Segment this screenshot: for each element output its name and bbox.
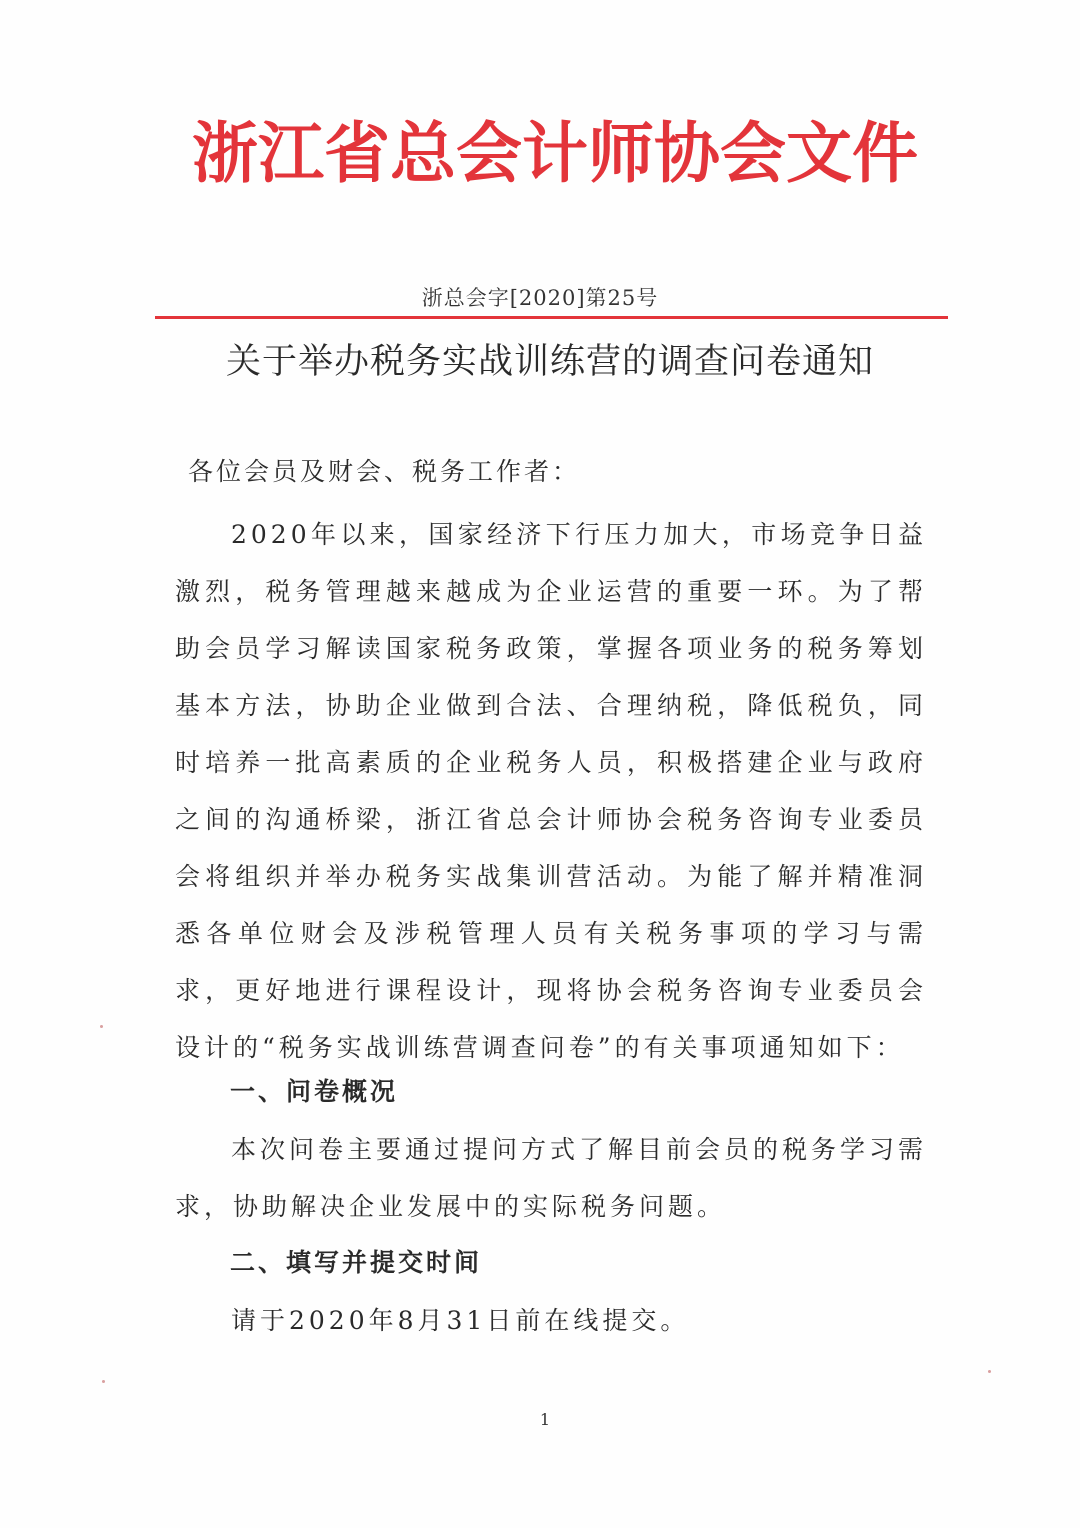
red-divider-line: [155, 316, 948, 319]
section-heading-deadline: 二、填写并提交时间: [230, 1248, 483, 1277]
section-paragraph-overview: 本次问卷主要通过提问方式了解目前会员的税务学习需求，协助解决企业发展中的实际税务问题。: [175, 1135, 928, 1221]
salutation: 各位会员及财会、税务工作者：: [188, 457, 581, 486]
scan-speck: [988, 1370, 991, 1373]
scan-speck: [100, 1025, 103, 1028]
section-heading-overview: 一、问卷概况: [230, 1077, 399, 1106]
section-paragraph-deadline: 请于2020年8月31日前在线提交。: [231, 1306, 690, 1335]
document-number: 浙总会字[2020]第25号: [421, 286, 659, 310]
document-title: 关于举办税务实战训练营的调查问卷通知: [225, 342, 874, 382]
masthead-title: 浙江省总会计师协会文件: [192, 115, 918, 192]
scan-speck: [102, 1380, 105, 1383]
page-number: 1: [539, 1410, 551, 1429]
body-paragraph: 2020年以来，国家经济下行压力加大，市场竞争日益激烈，税务管理越来越成为企业运营的重要一环。为了帮助会员学习解读国家税务政策，掌握各项业务的税务筹划基本方法，协助企业做到合法、合理纳税，降低税负，同时培养一批高素质的企业税务人员，积极搭建企业与政府之间的沟通桥梁，浙江省总会计师协会税务咨询专业委员会将组织并举办税务实战集训营活动。为能了解并精准洞悉各单位财会及涉税管理人员有关税务事项的学习与需求，更好地进行课程设计，现将协会税务咨询专业委员会设计的“税务实战训练营调查问卷”的有关事项通知如下：: [175, 520, 927, 1062]
